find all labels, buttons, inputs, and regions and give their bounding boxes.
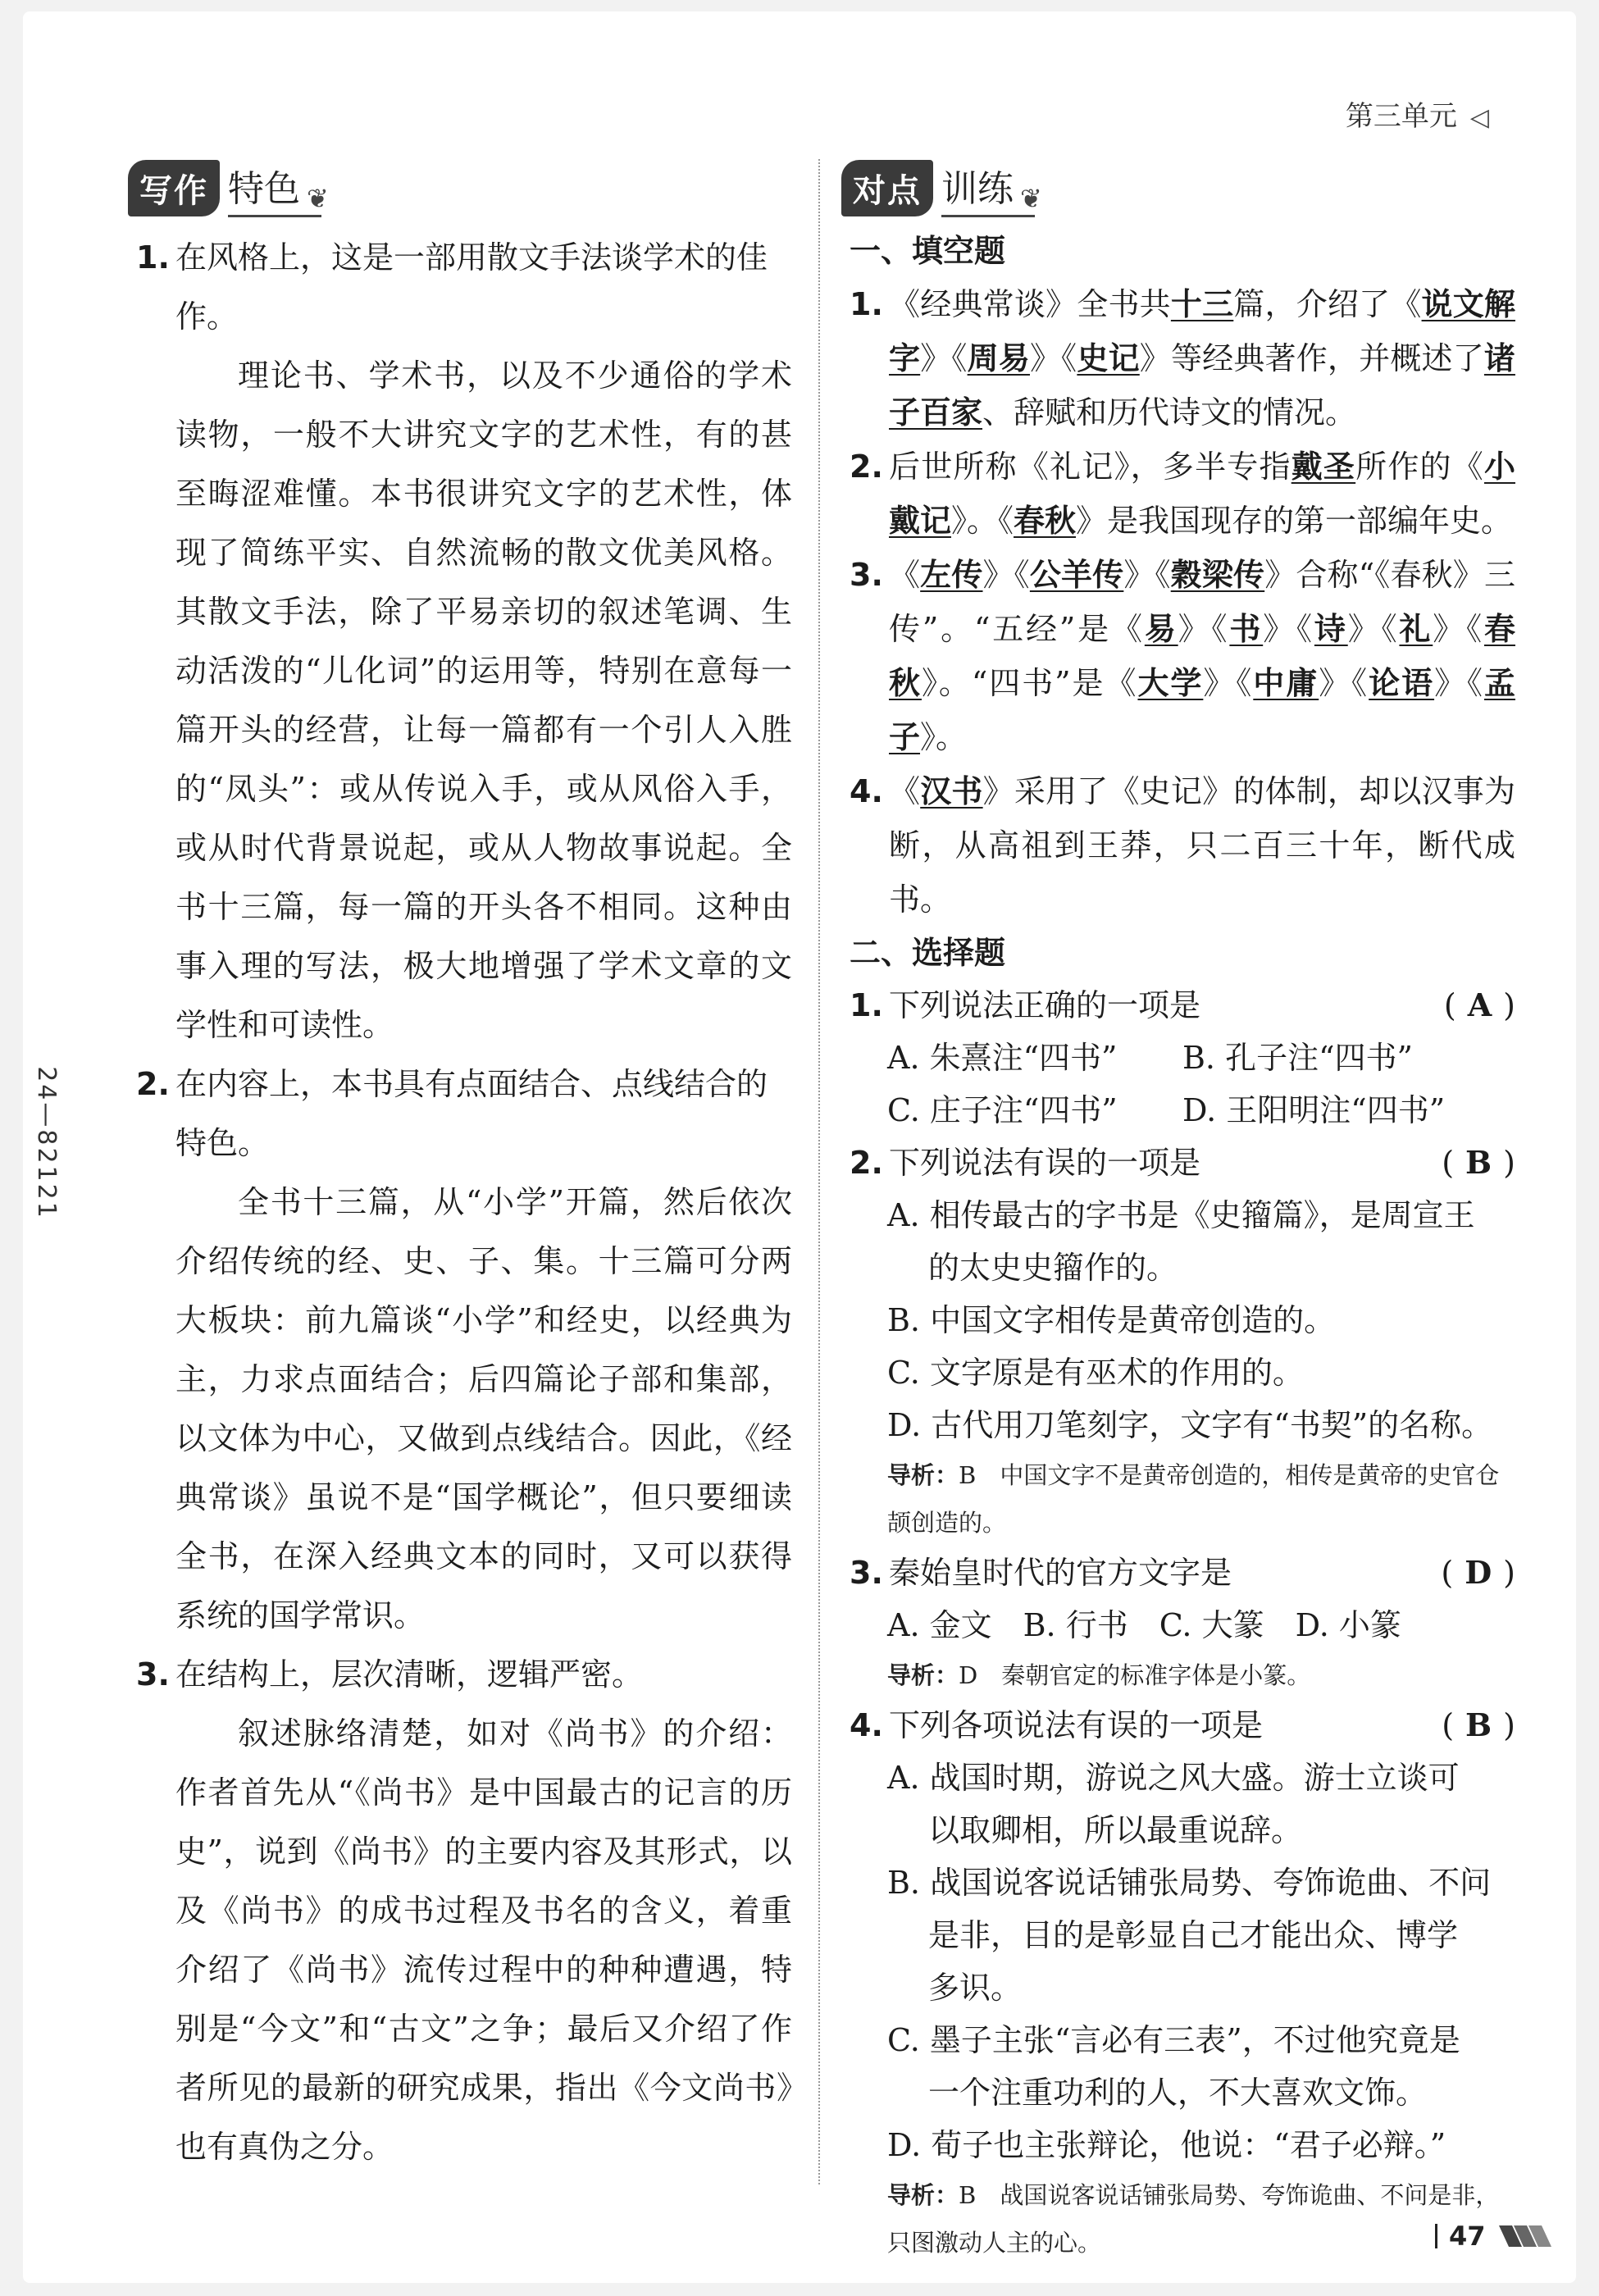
option-continued: 一个注重功利的人，不大喜欢文饰。	[928, 2075, 1428, 2111]
answer-bracket: ( A )	[1443, 986, 1515, 1023]
option: A. 战国时期，游说之风大盛。游士立谈可	[887, 1760, 1460, 1796]
item-number: 2.	[136, 1066, 170, 1102]
answer: 易	[1144, 611, 1178, 647]
fill-question	[850, 764, 1515, 927]
option-continued: 是非，目的是彰显自己才能出众、博学	[928, 1917, 1459, 1953]
answer: B	[1465, 1706, 1492, 1743]
answer: A	[1467, 986, 1492, 1023]
option-continued: 以取卿相，所以最重说辞。	[928, 1812, 1303, 1848]
leaf-icon: ❦	[1020, 182, 1042, 214]
right-column	[850, 225, 1515, 2266]
question-number: 3.	[850, 557, 883, 593]
page	[23, 11, 1576, 2283]
analysis: 导析：B 中国文字不是黄帝创造的，相传是黄帝的史官仓颉创造的。	[887, 1461, 1500, 1537]
part-title-choice: 二、选择题	[850, 935, 1006, 971]
question-stem: 下列说法正确的一项是	[889, 987, 1201, 1023]
question-number: 1.	[850, 987, 883, 1023]
answer: 论语	[1369, 665, 1435, 701]
fill-question	[850, 548, 1515, 764]
question-number: 2.	[850, 449, 883, 485]
answer: 史记	[1077, 340, 1140, 376]
option-continued: 多识。	[928, 1970, 1023, 2006]
triangle-left-icon: ◁	[1469, 103, 1489, 132]
answer: 说文解字	[889, 286, 1515, 376]
heading-rest: 特色	[228, 159, 321, 217]
item-number: 1.	[136, 239, 170, 276]
answer: 诗	[1314, 611, 1348, 647]
answer: 戴圣	[1291, 449, 1356, 485]
answer: 中庸	[1253, 665, 1319, 701]
feature-item	[136, 1055, 792, 1645]
question-text: 《左传》《公羊传》《穀梁传》合称“《春秋》三传”。“五经”是《易》《书》《诗》《礼》《春秋》。“四书”是《大学》《中庸》《论语》《孟子》。	[889, 557, 1515, 755]
heading-highlight: 写作	[128, 160, 220, 216]
question-stem: 下列说法有误的一项是	[889, 1145, 1201, 1181]
section-heading-writing	[128, 159, 329, 217]
answer: 孟子	[889, 665, 1515, 755]
unit-label: 第三单元	[1345, 100, 1457, 133]
option: A. 相传最古的字书是《史籀篇》，是周宣王	[887, 1197, 1475, 1233]
option: A. 朱熹注“四书”	[887, 1040, 1118, 1076]
answer: 左传	[920, 557, 983, 593]
choice-question	[850, 1699, 1515, 2266]
item-lead: 在风格上，这是一部用散文手法谈学术的佳作。	[175, 239, 768, 335]
question-text: 后世所称《礼记》，多半专指戴圣所作的《小戴记》。《春秋》是我国现存的第一部编年史。	[889, 449, 1515, 539]
answer: 公羊传	[1029, 557, 1124, 593]
option: C. 庄子注“四书”	[887, 1092, 1118, 1128]
option: A. 金文	[887, 1607, 992, 1643]
part-title-fill: 一、填空题	[850, 233, 1006, 269]
option: C. 文字原是有巫术的作用的。	[887, 1355, 1304, 1391]
section-heading-training	[841, 159, 1042, 217]
question-number: 1.	[850, 286, 883, 322]
analysis: 导析：D 秦朝官定的标准字体是小篆。	[887, 1661, 1311, 1689]
option: D. 古代用刀笔刻字，文字有“书契”的名称。	[887, 1407, 1493, 1443]
choice-question	[850, 979, 1515, 1137]
question-text: 《经典常谈》全书共十三篇，介绍了《说文解字》《周易》《史记》等经典著作，并概述了诸子百家、辞赋和历代诗文的情况。	[889, 286, 1515, 430]
fill-question	[850, 440, 1515, 548]
answer: 诸子百家	[889, 340, 1515, 430]
question-number: 2.	[850, 1145, 883, 1181]
left-column	[136, 228, 792, 2176]
feature-item	[136, 1645, 792, 2176]
option: D. 小篆	[1295, 1607, 1401, 1643]
option: D. 王阳明注“四书”	[1182, 1092, 1446, 1128]
answer: 春秋	[1014, 503, 1077, 539]
option: B. 行书	[1023, 1607, 1128, 1643]
column-divider	[818, 159, 820, 2184]
option-continued: 的太史史籀作的。	[928, 1250, 1178, 1286]
side-code: 24—82121	[32, 1066, 61, 1220]
answer: 穀梁传	[1170, 557, 1265, 593]
answer-bracket: ( D )	[1441, 1554, 1515, 1591]
question-stem: 秦始皇时代的官方文字是	[889, 1555, 1232, 1591]
answer: 书	[1229, 611, 1264, 647]
answer-bracket: ( B )	[1442, 1706, 1515, 1743]
answer: 礼	[1399, 611, 1433, 647]
choice-question	[850, 1137, 1515, 1547]
option: B. 孔子注“四书”	[1182, 1040, 1413, 1076]
decorative-stripes-icon	[1499, 2225, 1556, 2247]
item-body: 理论书、学术书，以及不少通俗的学术读物，一般不大讲究文字的艺术性，有的甚至晦涩难懂。本书很讲究文字的艺术性，体现了简练平实、自然流畅的散文优美风格。其散文手法，除了平易亲切的叙述笔调、生动活泼的“儿化词”的运用等，特别在意每一篇开头的经营，让每一篇都有一个引人入胜的“凤头”：或从传说入手，或从风俗入手，或从时代背景说起，或从人物故事说起。全书十三篇，每一篇的开头各不相同。这种由事入理的写法，极大地增强了学术文章的文学性和可读性。	[175, 358, 792, 1043]
item-lead: 在结构上，层次清晰，逻辑严密。	[175, 1656, 644, 1692]
question-text: 《汉书》采用了《史记》的体制，却以汉事为断，从高祖到王莽，只二百三十年，断代成书。	[889, 773, 1515, 918]
item-lead: 在内容上，本书具有点面结合、点线结合的特色。	[175, 1066, 768, 1161]
question-number: 4.	[850, 1707, 883, 1743]
fill-question	[850, 277, 1515, 440]
item-body: 叙述脉络清楚，如对《尚书》的介绍：作者首先从“《尚书》是中国最古的记言的历史”，说到《尚书》的主要内容及其形式，以及《尚书》的成书过程及书名的含义，着重介绍了《尚书》流传过程中的种种遭遇，特别是“今文”和“古文”之争；最后又介绍了作者所见的最新的研究成果，指出《今文尚书》也有真伪之分。	[175, 1715, 792, 2165]
heading-rest: 训练	[941, 159, 1035, 217]
answer: 周易	[967, 340, 1030, 376]
option: B. 中国文字相传是黄帝创造的。	[887, 1302, 1336, 1338]
question-stem: 下列各项说法有误的一项是	[889, 1707, 1264, 1743]
heading-highlight: 对点	[841, 160, 933, 216]
item-number: 3.	[136, 1656, 170, 1692]
answer: 汉书	[920, 773, 983, 809]
question-number: 3.	[850, 1555, 883, 1591]
option: C. 大篆	[1159, 1607, 1264, 1643]
unit-header	[1346, 93, 1489, 134]
answer: 小戴记	[889, 449, 1515, 539]
analysis: 导析：B 战国说客说话铺张局势、夸饰诡曲、不问是非，只图激动人主的心。	[887, 2181, 1500, 2257]
answer: 大学	[1137, 665, 1204, 701]
leaf-icon: ❦	[307, 182, 329, 214]
option: D. 荀子也主张辩论，他说：“君子必辩。”	[887, 2127, 1446, 2163]
answer-bracket: ( B )	[1442, 1144, 1515, 1181]
question-number: 4.	[850, 773, 883, 809]
option: C. 墨子主张“言必有三表”，不过他究竟是	[887, 2022, 1460, 2058]
feature-item	[136, 228, 792, 1055]
choice-question	[850, 1547, 1515, 1699]
item-body: 全书十三篇，从“小学”开篇，然后依次介绍传统的经、史、子、集。十三篇可分两大板块：前九篇谈“小学”和经史，以经典为主，力求点面结合；后四篇论子部和集部，以文体为中心，又做到点线结合。因此，《经典常谈》虽说不是“国学概论”，但只要细读全书，在深入经典文本的同时，又可以获得系统的国学常识。	[175, 1184, 792, 1633]
page-number: 47	[1435, 2221, 1486, 2252]
answer: 春秋	[889, 611, 1515, 701]
option: B. 战国说客说话铺张局势、夸饰诡曲、不问	[887, 1865, 1492, 1901]
answer: 十三	[1170, 286, 1234, 322]
answer: D	[1465, 1554, 1492, 1591]
answer: B	[1465, 1144, 1492, 1181]
